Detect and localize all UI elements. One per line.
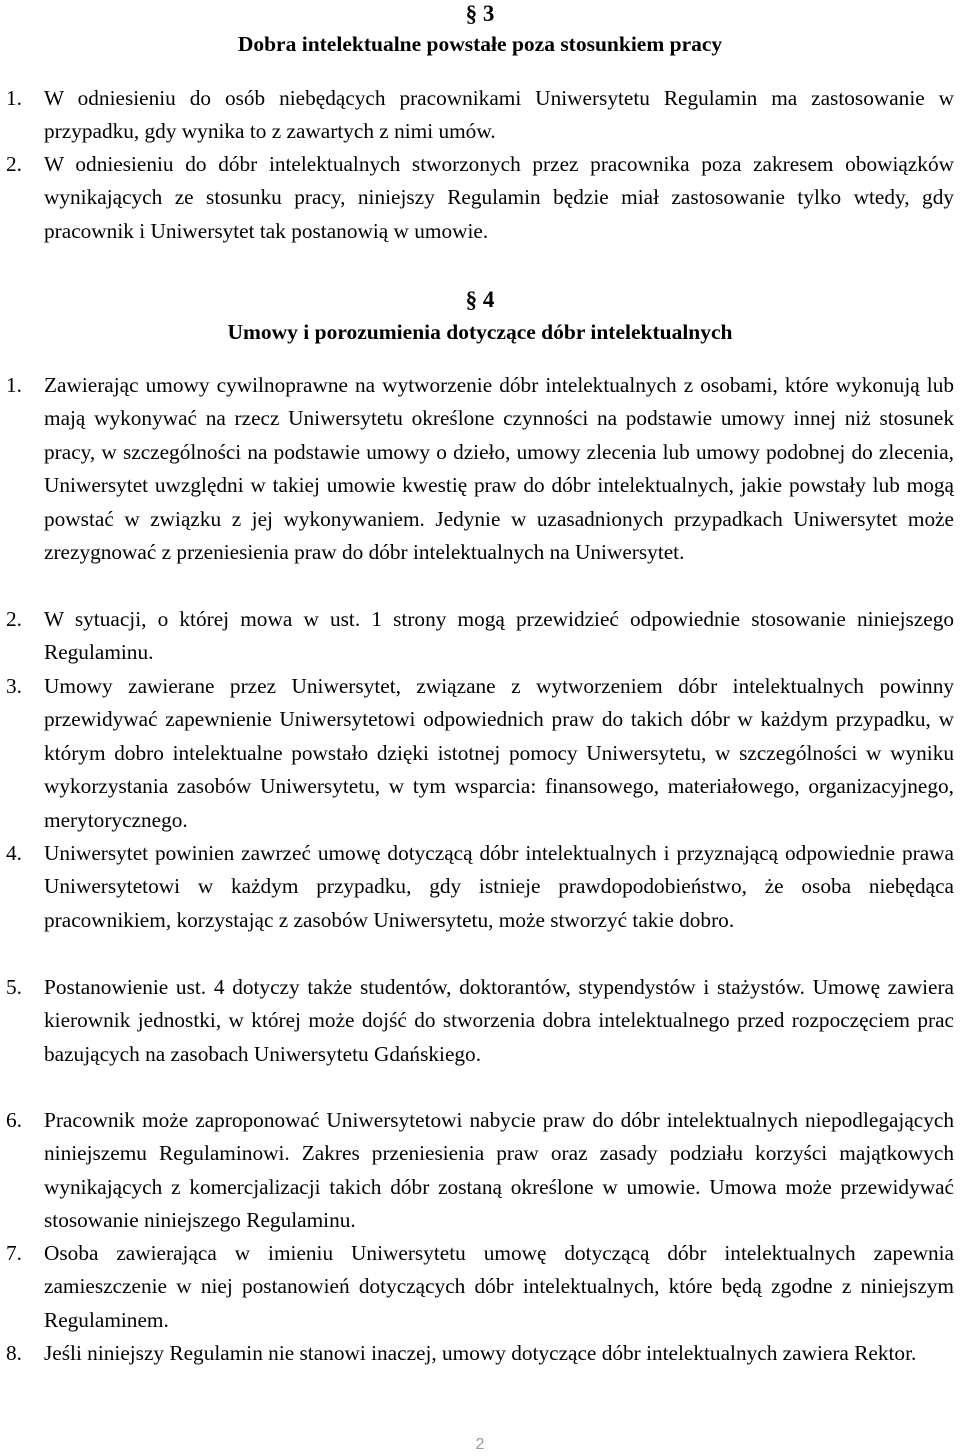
section-4-sign: § 4 [465, 287, 495, 312]
item-text: W odniesieniu do dóbr intelektualnych stworzonych przez pracownika poza zakresem obowiązków wynikających ze stosunku pracy, niniejszy Regulamin będzie miał zastosowanie tylko wtedy, gdy pracownik i Uniwersytet tak postanowią w umowie. [44, 152, 954, 243]
section-4-item-4 [0, 837, 960, 937]
item-text: Umowy zawierane przez Uniwersytet, związane z wytworzeniem dóbr intelektualnych powinny przewidywać zapewnienie Uniwersytetowi odpowiednich praw do takich dóbr w każdym przypadku, w którym dobro intelektualne powstało dzięki istotnej pomocy Uniwersytetu, w szczególności w wyniku wykorzystania zasobów Uniwersytetu, w tym wsparcia: finansowego, materiałowego, organizacyjnego, merytorycznego. [44, 674, 954, 832]
item-number: 8. [6, 1341, 22, 1365]
item-number: 3. [6, 674, 22, 698]
item-text: Jeśli niniejszy Regulamin nie stanowi inaczej, umowy dotyczące dóbr intelektualnych zawiera Rektor. [44, 1341, 917, 1365]
page-number: 2 [475, 1436, 485, 1453]
item-text: Pracownik może zaproponować Uniwersytetowi nabycie praw do dóbr intelektualnych niepodlegających niniejszemu Regulaminowi. Zakres przeniesienia praw oraz zasady podziału korzyści majątkowych wynikających z komercjalizacji takich dóbr zostaną określone w umowie. Umowa może przewidywać stosowanie niniejszego Regulaminu. [44, 1108, 954, 1233]
section-4-item-7 [0, 1237, 960, 1337]
item-text: W sytuacji, o której mowa w ust. 1 strony mogą przewidzieć odpowiednie stosowanie niniejszego Regulaminu. [44, 607, 954, 665]
section-3-title: Dobra intelektualne powstałe poza stosunkiem pracy [237, 32, 723, 56]
item-text: Zawierając umowy cywilnoprawne na wytworzenie dóbr intelektualnych z osobami, które wykonują lub mają wykonywać na rzecz Uniwersytetu określone czynności na podstawie umowy innej niż stosunek pracy, w szczególności na podstawie umowy o dzieło, umowy zlecenia lub umowy podobnej do zlecenia, Uniwersytet uwzględni w takiej umowie kwestię praw do dóbr intelektualnych, jakie powstały lub mogą powstać w związku z jej wykonywaniem. Jedynie w uzasadnionych przypadkach Uniwersytet może zrezygnować z przeniesienia praw do dóbr intelektualnych na Uniwersytet. [44, 373, 954, 565]
section-4-item-3 [0, 670, 960, 837]
item-text: W odniesieniu do osób niebędących pracownikami Uniwersytetu Regulamin ma zastosowanie w przypadku, gdy wynika to z zawartych z nimi umów. [44, 86, 954, 144]
section-3-item-2 [0, 148, 960, 248]
item-text: Postanowienie ust. 4 dotyczy także studentów, doktorantów, stypendystów i stażystów. Umowę zawiera kierownik jednostki, w której może dojść do stworzenia dobra intelektualnego przed rozpoczęciem prac bazujących na zasobach Uniwersytetu Gdańskiego. [44, 975, 954, 1066]
item-text: Osoba zawierająca w imieniu Uniwersytetu umowę dotyczącą dóbr intelektualnych zapewnia zamieszczenie w niej postanowień dotyczących dóbr intelektualnych, które będą zgodne z niniejszym Regulaminem. [44, 1241, 954, 1332]
item-text: Uniwersytet powinien zawrzeć umowę dotyczącą dóbr intelektualnych i przyznającą odpowiednie prawa Uniwersytetowi w każdym przypadku, gdy istnieje prawdopodobieństwo, że osoba niebędąca pracownikiem, korzystając z zasobów Uniwersytetu, może stworzyć takie dobro. [44, 841, 954, 932]
item-number: 4. [6, 841, 22, 865]
section-4-title: Umowy i porozumienia dotyczące dóbr intelektualnych [227, 320, 733, 344]
section-4-item-6 [0, 1104, 960, 1238]
item-number: 1. [6, 373, 22, 397]
item-number: 7. [6, 1241, 22, 1265]
item-number: 2. [6, 152, 22, 176]
item-number: 5. [6, 975, 22, 999]
item-number: 6. [6, 1108, 22, 1132]
section-4-item-2 [0, 603, 960, 670]
section-3-item-1 [0, 82, 960, 149]
item-number: 2. [6, 607, 22, 631]
item-number: 1. [6, 86, 22, 110]
section-3-sign: § 3 [465, 1, 495, 26]
section-4-item-8 [0, 1337, 960, 1370]
section-4-item-1 [0, 369, 960, 569]
section-4-item-5 [0, 971, 960, 1071]
